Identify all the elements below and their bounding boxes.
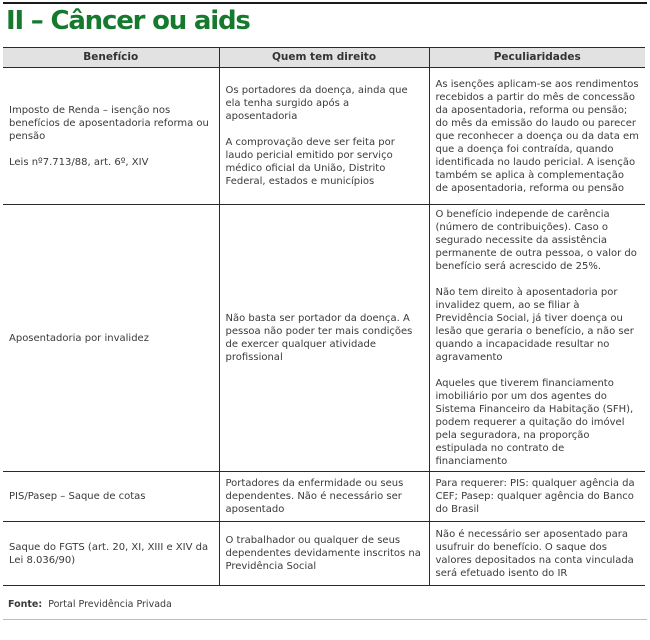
table-row xyxy=(3,68,645,205)
bottom-rule xyxy=(3,619,647,620)
cell-peculiaridades xyxy=(429,472,645,522)
cell-text: As isenções aplicam-se aos rendimentos recebidos a partir do mês de concessão da aposentadoria, reforma ou pensão; do mês da emissão do laudo ou parecer que reconhecer a doença ou da data em que a doença foi contraída, quando identificada no laudo pericial. A isenção também se aplica à complementação de aposentadoria, reforma ou pensão xyxy=(435,78,639,194)
footer-label: Fonte: xyxy=(8,599,43,610)
cell-text: Os portadores da doença, ainda que ela tenha surgido após a aposentadoria xyxy=(225,85,408,122)
cell-text: Saque do FGTS (art. 20, XI, XIII e XIV da Lei 8.036/90) xyxy=(9,541,209,566)
cell-peculiaridades xyxy=(429,68,645,205)
cell-beneficio xyxy=(3,205,219,472)
cell-text: Não basta ser portador da doença. A pessoa não poder ter mais condições de exercer qualquer atividade profissional xyxy=(225,313,413,363)
cell-text: Leis nº7.713/88, art. 6º, XIV xyxy=(9,156,149,168)
cell-text: Não é necessário ser aposentado para usufruir do benefício. O saque dos valores depositados na conta vinculada será efetuado isento do IR xyxy=(435,528,634,579)
cell-text: O benefício independe de carência (número de contribuições). Caso o segurado necessite da assistência permanente de outra pessoa, o valor do benefício será acrescido de 25%. xyxy=(435,209,637,272)
table-header-row xyxy=(3,48,645,68)
cell-text: A comprovação deve ser feita por laudo pericial emitido por serviço médico oficial da União, Distrito Federal, estados e municípios xyxy=(225,137,395,187)
cell-text: Imposto de Renda – isenção nos benefícios de aposentadoria reforma ou pensão xyxy=(9,104,209,142)
cell-quem-tem-direito xyxy=(219,205,429,472)
cell-text: Para requerer: PIS: qualquer agência da CEF; Pasep: qualquer agência do Banco do Brasil xyxy=(435,478,635,515)
table-row xyxy=(3,472,645,522)
footer-source: Portal Previdência Privada xyxy=(48,599,172,610)
cell-beneficio xyxy=(3,68,219,205)
cell-beneficio xyxy=(3,472,219,522)
cell-quem-tem-direito xyxy=(219,522,429,586)
cell-text: Não tem direito à aposentadoria por invalidez quem, ao se filiar à Previdência Social, já tiver doença ou lesão que geraria o benefício, a não ser quando a incapacidade resultar no agravamento xyxy=(435,287,634,363)
benefits-table xyxy=(3,47,645,586)
cell-text: O trabalhador ou qualquer de seus dependentes devidamente inscritos na Previdência Social xyxy=(225,535,421,572)
cell-text: Aqueles que tiverem financiamento imobiliário por um dos agentes do Sistema Financeiro da Habitação (SFH), podem requerer a quitação do imóvel pela seguradora, na proporção estipulada no contrato de financiamento xyxy=(435,378,634,467)
cell-quem-tem-direito xyxy=(219,68,429,205)
column-header-quem-tem-direito: Quem tem direito xyxy=(219,48,429,68)
cell-peculiaridades xyxy=(429,522,645,586)
table-row xyxy=(3,205,645,472)
page-title: II – Câncer ou aids xyxy=(6,6,250,36)
source-footer xyxy=(8,599,172,610)
cell-peculiaridades xyxy=(429,205,645,472)
cell-text: PIS/Pasep – Saque de cotas xyxy=(9,491,146,502)
cell-text: Aposentadoria por invalidez xyxy=(9,332,149,344)
column-header-beneficio: Benefício xyxy=(3,48,219,68)
cell-text: Portadores da enfermidade ou seus dependentes. Não é necessário ser aposentado xyxy=(225,478,404,515)
column-header-peculiaridades: Peculiaridades xyxy=(429,48,645,68)
table-row xyxy=(3,522,645,586)
cell-quem-tem-direito xyxy=(219,472,429,522)
cell-beneficio xyxy=(3,522,219,586)
